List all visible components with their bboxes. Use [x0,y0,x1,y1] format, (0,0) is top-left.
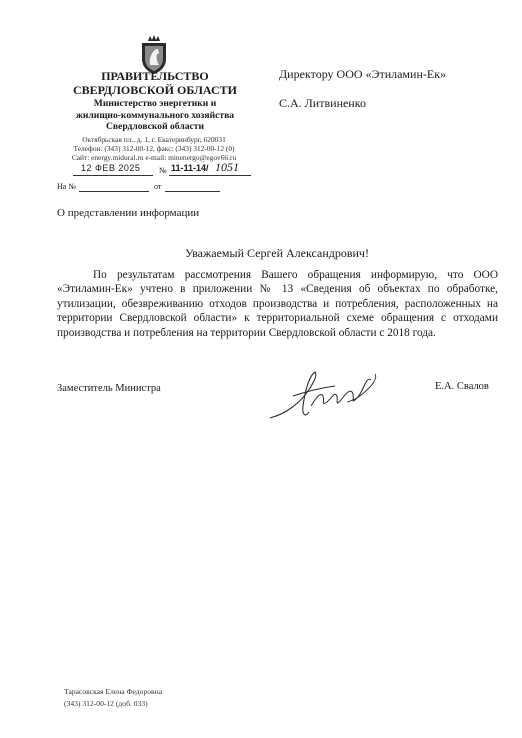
government-title-line: СВЕРДЛОВСКОЙ ОБЛАСТИ [73,83,237,97]
address-line: Октябрьская пл., д. 1, г. Екатеринбург, 620031 [82,135,226,144]
reference-number-label: На № [57,182,76,191]
government-title [50,69,260,97]
reference-date-label: от [154,182,162,191]
ministry-contacts [54,135,254,163]
letter-body: По результатам рассмотрения Вашего обращения информирую, что ООО «Этиламин-Ек» учтено в приложении № 13 «Сведения об объектах по обработке, утилизации, обезвреживанию отходов производства и потребления, расположенных на территории Свердловской области» к территориальной схеме обращения с отходами производства и потребления на территории Свердловской области с 2018 года. [57,269,498,339]
ministry-name [50,98,260,133]
reference-date-underline [165,191,220,192]
phone-line: Телефон: (343) 312-00-12, факс: (343) 312-00-12 (0) [73,144,235,154]
executor-phone: (343) 312-00-12 (доб. 033) [64,698,148,708]
date-underline [73,175,153,176]
number-underline [169,175,251,176]
government-title-line: ПРАВИТЕЛЬСТВО [101,69,209,83]
ministry-line: Министерство энергетики и [93,98,217,109]
recipient-title: Директору ООО «Этиламин-Ек» [279,67,447,81]
executor-info [64,686,162,709]
reference-number-underline [79,191,149,192]
ministry-line: жилищно-коммунального хозяйства [75,109,235,121]
reference-row [57,182,257,194]
recipient-name: С.А. Литвиненко [279,96,366,110]
letter-subject: О представлении информации [57,207,200,219]
registration-date-stamp: 12 ФЕВ 2025 [81,163,141,173]
signer-position: Заместитель Министра [57,383,161,394]
registration-number: 11-11-14/ [171,163,209,173]
number-label: № [159,166,167,175]
ministry-line: Свердловской области [105,121,205,132]
registration-row [57,160,257,178]
registration-number-handwritten: 1051 [215,160,239,174]
handwritten-signature [265,366,390,424]
executor-name: Тарасовская Елена Федоровна [64,687,163,696]
site-email-line: Сайт: energy.midural.ru e-mail: minenergo@egov66.ru [71,153,237,163]
salutation: Уважаемый Сергей Александрович! [185,246,369,260]
signer-name: Е.А. Свалов [435,381,489,392]
